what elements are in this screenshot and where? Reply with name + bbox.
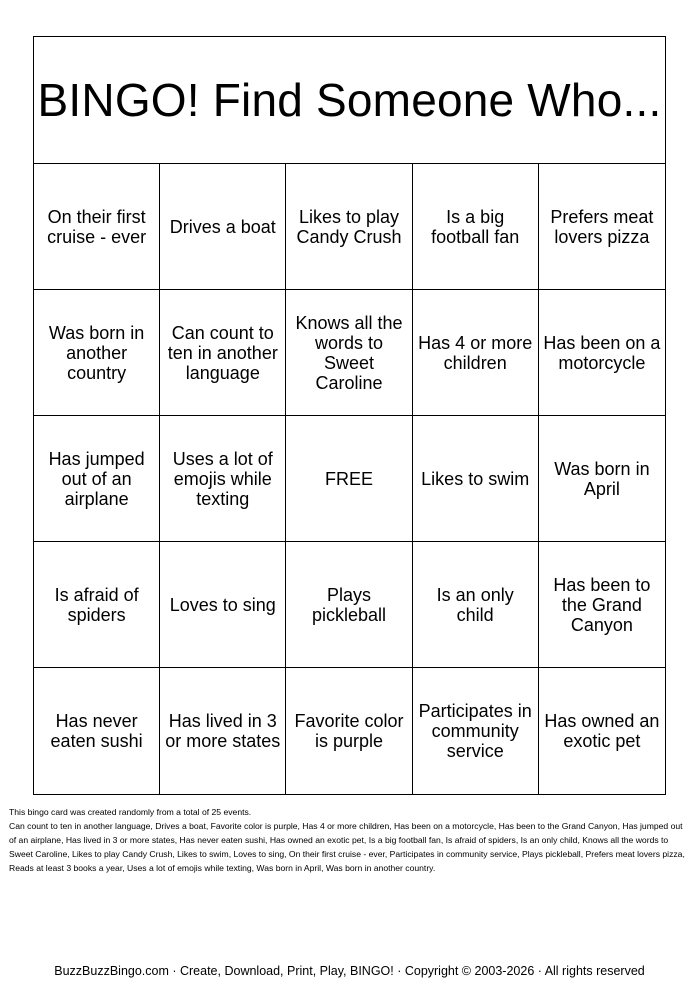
bingo-cell: Is an only child <box>413 542 539 668</box>
bingo-cell: Can count to ten in another language <box>160 290 286 416</box>
bingo-cell: Is afraid of spiders <box>34 542 160 668</box>
bingo-cell: Prefers meat lovers pizza <box>539 164 665 290</box>
bingo-cell: Likes to play Candy Crush <box>286 164 412 290</box>
bingo-cell: Has lived in 3 or more states <box>160 668 286 794</box>
bingo-cell: Loves to sing <box>160 542 286 668</box>
bingo-cell: Has been on a motorcycle <box>539 290 665 416</box>
free-cell: FREE <box>286 416 412 542</box>
footer-text: BuzzBuzzBingo.com · Create, Download, Print, Play, BINGO! · Copyright © 2003-2026 · All rights reserved <box>54 964 645 978</box>
bingo-cell: Participates in community service <box>413 668 539 794</box>
title-row <box>34 37 665 164</box>
bingo-card <box>33 36 666 795</box>
bingo-cell: Likes to swim <box>413 416 539 542</box>
bingo-cell: Favorite color is purple <box>286 668 412 794</box>
bingo-cell: Knows all the words to Sweet Caroline <box>286 290 412 416</box>
note-intro: This bingo card was created randomly from a total of 25 events. <box>9 807 252 817</box>
bingo-cell: Was born in April <box>539 416 665 542</box>
bingo-cell: Has never eaten sushi <box>34 668 160 794</box>
bingo-cell: Has jumped out of an airplane <box>34 416 160 542</box>
bingo-cell: Plays pickleball <box>286 542 412 668</box>
bingo-cell: Drives a boat <box>160 164 286 290</box>
bingo-cell: Has owned an exotic pet <box>544 711 660 751</box>
bingo-cell: Was born in another country <box>34 290 160 416</box>
bingo-cell: Has been to the Grand Canyon <box>539 542 665 668</box>
bingo-cell: On their first cruise - ever <box>34 164 160 290</box>
bingo-grid <box>34 164 665 794</box>
note-event-list: Can count to ten in another language, Drives a boat, Favorite color is purple, Has 4 or more children, Has been on a motorcycle, Has been to the Grand Canyon, Has jumped out of an airplane, Has lived in 3 or more states, Has never eaten sushi, Has owned an exotic pet, Is a big football fan, Is afraid of spiders, Is an only child, Knows all the words to Sweet Caroline, Likes to play Candy Crush, Likes to swim, Loves to sing, On their first cruise - ever, Participates in community service, Plays pickleball, Prefers meat lovers pizza, Reads at least 3 books a year, Uses a lot of emojis while texting, Was born in April, Was born in another country. <box>9 821 685 873</box>
bingo-cell: Uses a lot of emojis while texting <box>160 416 286 542</box>
card-title: BINGO! Find Someone Who... <box>37 74 662 126</box>
bingo-cell: Has 4 or more children <box>413 290 539 416</box>
card-info-note <box>9 805 692 875</box>
bingo-cell: Is a big football fan <box>413 164 539 290</box>
